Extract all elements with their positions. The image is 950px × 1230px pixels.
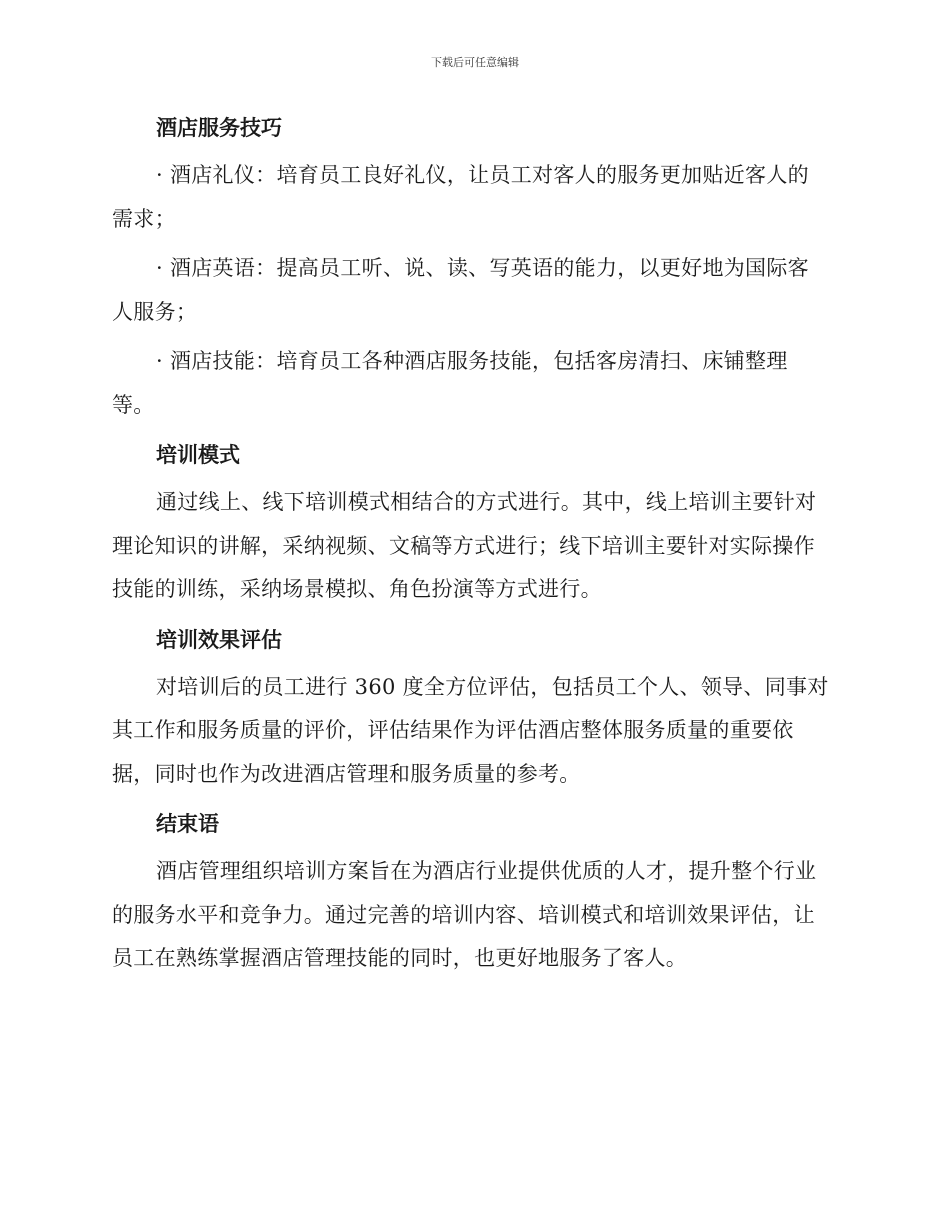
paragraph-conclusion: 酒店管理组织培训方案旨在为酒店行业提供优质的人才，提升整个行业的服务水平和竞争力。通过完善的培训内容、培训模式和培训效果评估，让员工在熟练掌握酒店管理技能的同时，也更好地服务了客人。 (112, 859, 817, 970)
paragraph-evaluation: 对培训后的员工进行 360 度全方位评估，包括员工个人、领导、同事对其工作和服务质量的评价，评估结果作为评估酒店整体服务质量的重要依据，同时也作为改进酒店管理和服务质量的参考。 (112, 674, 829, 786)
paragraph-skills: · 酒店技能：培育员工各种酒店服务技能，包括客房清扫、床铺整理等。 (112, 349, 788, 417)
section-title: 培训模式 (156, 443, 240, 467)
section-conclusion (112, 804, 830, 981)
section-service-skills (112, 108, 830, 427)
paragraph-etiquette: · 酒店礼仪：培育员工良好礼仪，让员工对客人的服务更加贴近客人的需求； (112, 163, 809, 231)
section-title: 酒店服务技巧 (156, 116, 282, 140)
paragraph-training-mode: 通过线上、线下培训模式相结合的方式进行。其中，线上培训主要针对理论知识的讲解，采纳视频、文稿等方式进行；线下培训主要针对实际操作技能的训练，采纳场景模拟、角色扮演等方式进行。 (112, 490, 817, 601)
document-body (112, 108, 830, 989)
section-title: 结束语 (156, 812, 219, 836)
page-header-note: 下载后可任意编辑 (431, 56, 519, 69)
section-training-mode (112, 435, 830, 612)
section-evaluation (112, 620, 830, 797)
section-title: 培训效果评估 (156, 627, 282, 652)
paragraph-english: · 酒店英语：提高员工听、说、读、写英语的能力，以更好地为国际客人服务； (112, 256, 809, 324)
